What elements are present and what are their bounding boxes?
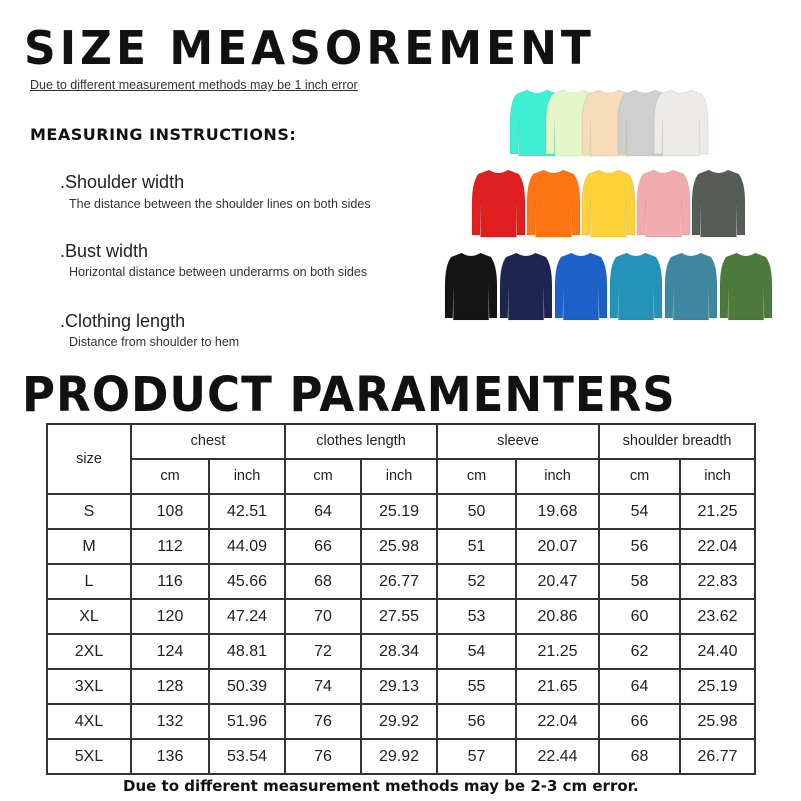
value-cell: 24.40	[680, 634, 755, 669]
sweater-shape	[665, 253, 717, 320]
bottom-note: Due to different measurement methods may be 2-3 cm error.	[123, 777, 639, 795]
value-cell: 25.98	[361, 529, 437, 564]
value-cell: 22.04	[516, 704, 599, 739]
value-cell: 45.66	[209, 564, 285, 599]
value-cell: 47.24	[209, 599, 285, 634]
value-cell: 53	[437, 599, 516, 634]
table-row	[47, 529, 755, 564]
table-row	[47, 634, 755, 669]
value-cell: 124	[131, 634, 209, 669]
value-cell: 54	[599, 494, 680, 529]
value-cell: 112	[131, 529, 209, 564]
page-title: SIZE MEASOREMENT	[24, 21, 595, 76]
value-cell: 68	[599, 739, 680, 774]
sweater-shape	[555, 253, 607, 320]
value-cell: 72	[285, 634, 361, 669]
value-cell: 25.19	[361, 494, 437, 529]
header-chest: chest	[131, 424, 285, 459]
table-row	[47, 599, 755, 634]
size-cell: S	[47, 494, 131, 529]
value-cell: 136	[131, 739, 209, 774]
value-cell: 62	[599, 634, 680, 669]
value-cell: 20.47	[516, 564, 599, 599]
value-cell: 25.98	[680, 704, 755, 739]
value-cell: 66	[285, 529, 361, 564]
value-cell: 22.83	[680, 564, 755, 599]
value-cell: 23.62	[680, 599, 755, 634]
value-cell: 53.54	[209, 739, 285, 774]
instruction-shoulder-desc: The distance between the shoulder lines on both sides	[69, 197, 371, 211]
value-cell: 26.77	[361, 564, 437, 599]
value-cell: 42.51	[209, 494, 285, 529]
instruction-shoulder-title: .Shoulder width	[60, 172, 185, 192]
sweater-shape	[527, 170, 580, 237]
value-cell: 70	[285, 599, 361, 634]
sweater-swatch	[500, 253, 552, 320]
value-cell: 21.25	[516, 634, 599, 669]
value-cell: 27.55	[361, 599, 437, 634]
size-cell: 5XL	[47, 739, 131, 774]
instruction-length-desc: Distance from shoulder to hem	[69, 335, 240, 349]
value-cell: 64	[599, 669, 680, 704]
value-cell: 29.92	[361, 704, 437, 739]
sweater-swatch	[610, 253, 662, 320]
size-cell: 3XL	[47, 669, 131, 704]
value-cell: 57	[437, 739, 516, 774]
value-cell: 20.86	[516, 599, 599, 634]
value-cell: 56	[599, 529, 680, 564]
sweater-shape	[637, 170, 690, 237]
value-cell: 68	[285, 564, 361, 599]
value-cell: 116	[131, 564, 209, 599]
instruction-bust-desc: Horizontal distance between underarms on both sides	[69, 265, 368, 279]
value-cell: 29.92	[361, 739, 437, 774]
table-row	[47, 739, 755, 774]
unit-header: inch	[516, 459, 599, 494]
value-cell: 21.65	[516, 669, 599, 704]
sweater-swatch	[665, 253, 717, 320]
size-cell: 4XL	[47, 704, 131, 739]
sweater-swatch	[692, 170, 745, 237]
value-cell: 108	[131, 494, 209, 529]
value-cell: 58	[599, 564, 680, 599]
top-note: Due to different measurement methods may be 1 inch error	[30, 78, 358, 92]
value-cell: 120	[131, 599, 209, 634]
sweater-shape	[654, 90, 708, 156]
value-cell: 44.09	[209, 529, 285, 564]
table-row	[47, 564, 755, 599]
unit-header: inch	[361, 459, 437, 494]
unit-header: inch	[209, 459, 285, 494]
value-cell: 22.44	[516, 739, 599, 774]
unit-header: cm	[599, 459, 680, 494]
sweater-swatch	[720, 253, 772, 320]
sweater-shape	[445, 253, 497, 320]
instructions-heading: MEASURING INSTRUCTIONS:	[30, 125, 297, 144]
sweater-swatch	[582, 170, 635, 237]
unit-header: cm	[285, 459, 361, 494]
value-cell: 64	[285, 494, 361, 529]
value-cell: 66	[599, 704, 680, 739]
value-cell: 50	[437, 494, 516, 529]
unit-header: cm	[131, 459, 209, 494]
value-cell: 76	[285, 704, 361, 739]
unit-header: cm	[437, 459, 516, 494]
table-row	[47, 494, 755, 529]
sweater-shape	[472, 170, 525, 237]
unit-header: inch	[680, 459, 755, 494]
sweater-swatch	[527, 170, 580, 237]
sweater-shape	[692, 170, 745, 237]
value-cell: 28.34	[361, 634, 437, 669]
sweater-shape	[610, 253, 662, 320]
table-row	[47, 669, 755, 704]
sweater-color-swatches	[0, 0, 801, 340]
value-cell: 51.96	[209, 704, 285, 739]
sweater-shape	[582, 170, 635, 237]
value-cell: 52	[437, 564, 516, 599]
size-cell: XL	[47, 599, 131, 634]
value-cell: 25.19	[680, 669, 755, 704]
value-cell: 56	[437, 704, 516, 739]
header-sleeve: sleeve	[437, 424, 599, 459]
sweater-shape	[720, 253, 772, 320]
size-cell: L	[47, 564, 131, 599]
sweater-shape	[500, 253, 552, 320]
size-cell: M	[47, 529, 131, 564]
value-cell: 132	[131, 704, 209, 739]
value-cell: 20.07	[516, 529, 599, 564]
instruction-length-title: .Clothing length	[60, 311, 186, 331]
sweater-swatch	[555, 253, 607, 320]
value-cell: 76	[285, 739, 361, 774]
header-clothes-length: clothes length	[285, 424, 437, 459]
sweater-swatch	[472, 170, 525, 237]
value-cell: 29.13	[361, 669, 437, 704]
product-title: PRODUCT PARAMENTERS	[22, 365, 676, 423]
table-row	[47, 704, 755, 739]
value-cell: 50.39	[209, 669, 285, 704]
value-cell: 21.25	[680, 494, 755, 529]
size-table	[46, 423, 756, 775]
sweater-swatch	[445, 253, 497, 320]
value-cell: 51	[437, 529, 516, 564]
instruction-bust-title: .Bust width	[60, 241, 149, 261]
value-cell: 54	[437, 634, 516, 669]
value-cell: 128	[131, 669, 209, 704]
value-cell: 60	[599, 599, 680, 634]
header-size: size	[47, 424, 131, 494]
sweater-swatch	[637, 170, 690, 237]
sweater-swatch	[654, 90, 708, 156]
header-shoulder-breadth: shoulder breadth	[599, 424, 755, 459]
value-cell: 19.68	[516, 494, 599, 529]
value-cell: 22.04	[680, 529, 755, 564]
value-cell: 26.77	[680, 739, 755, 774]
size-cell: 2XL	[47, 634, 131, 669]
value-cell: 48.81	[209, 634, 285, 669]
value-cell: 74	[285, 669, 361, 704]
value-cell: 55	[437, 669, 516, 704]
